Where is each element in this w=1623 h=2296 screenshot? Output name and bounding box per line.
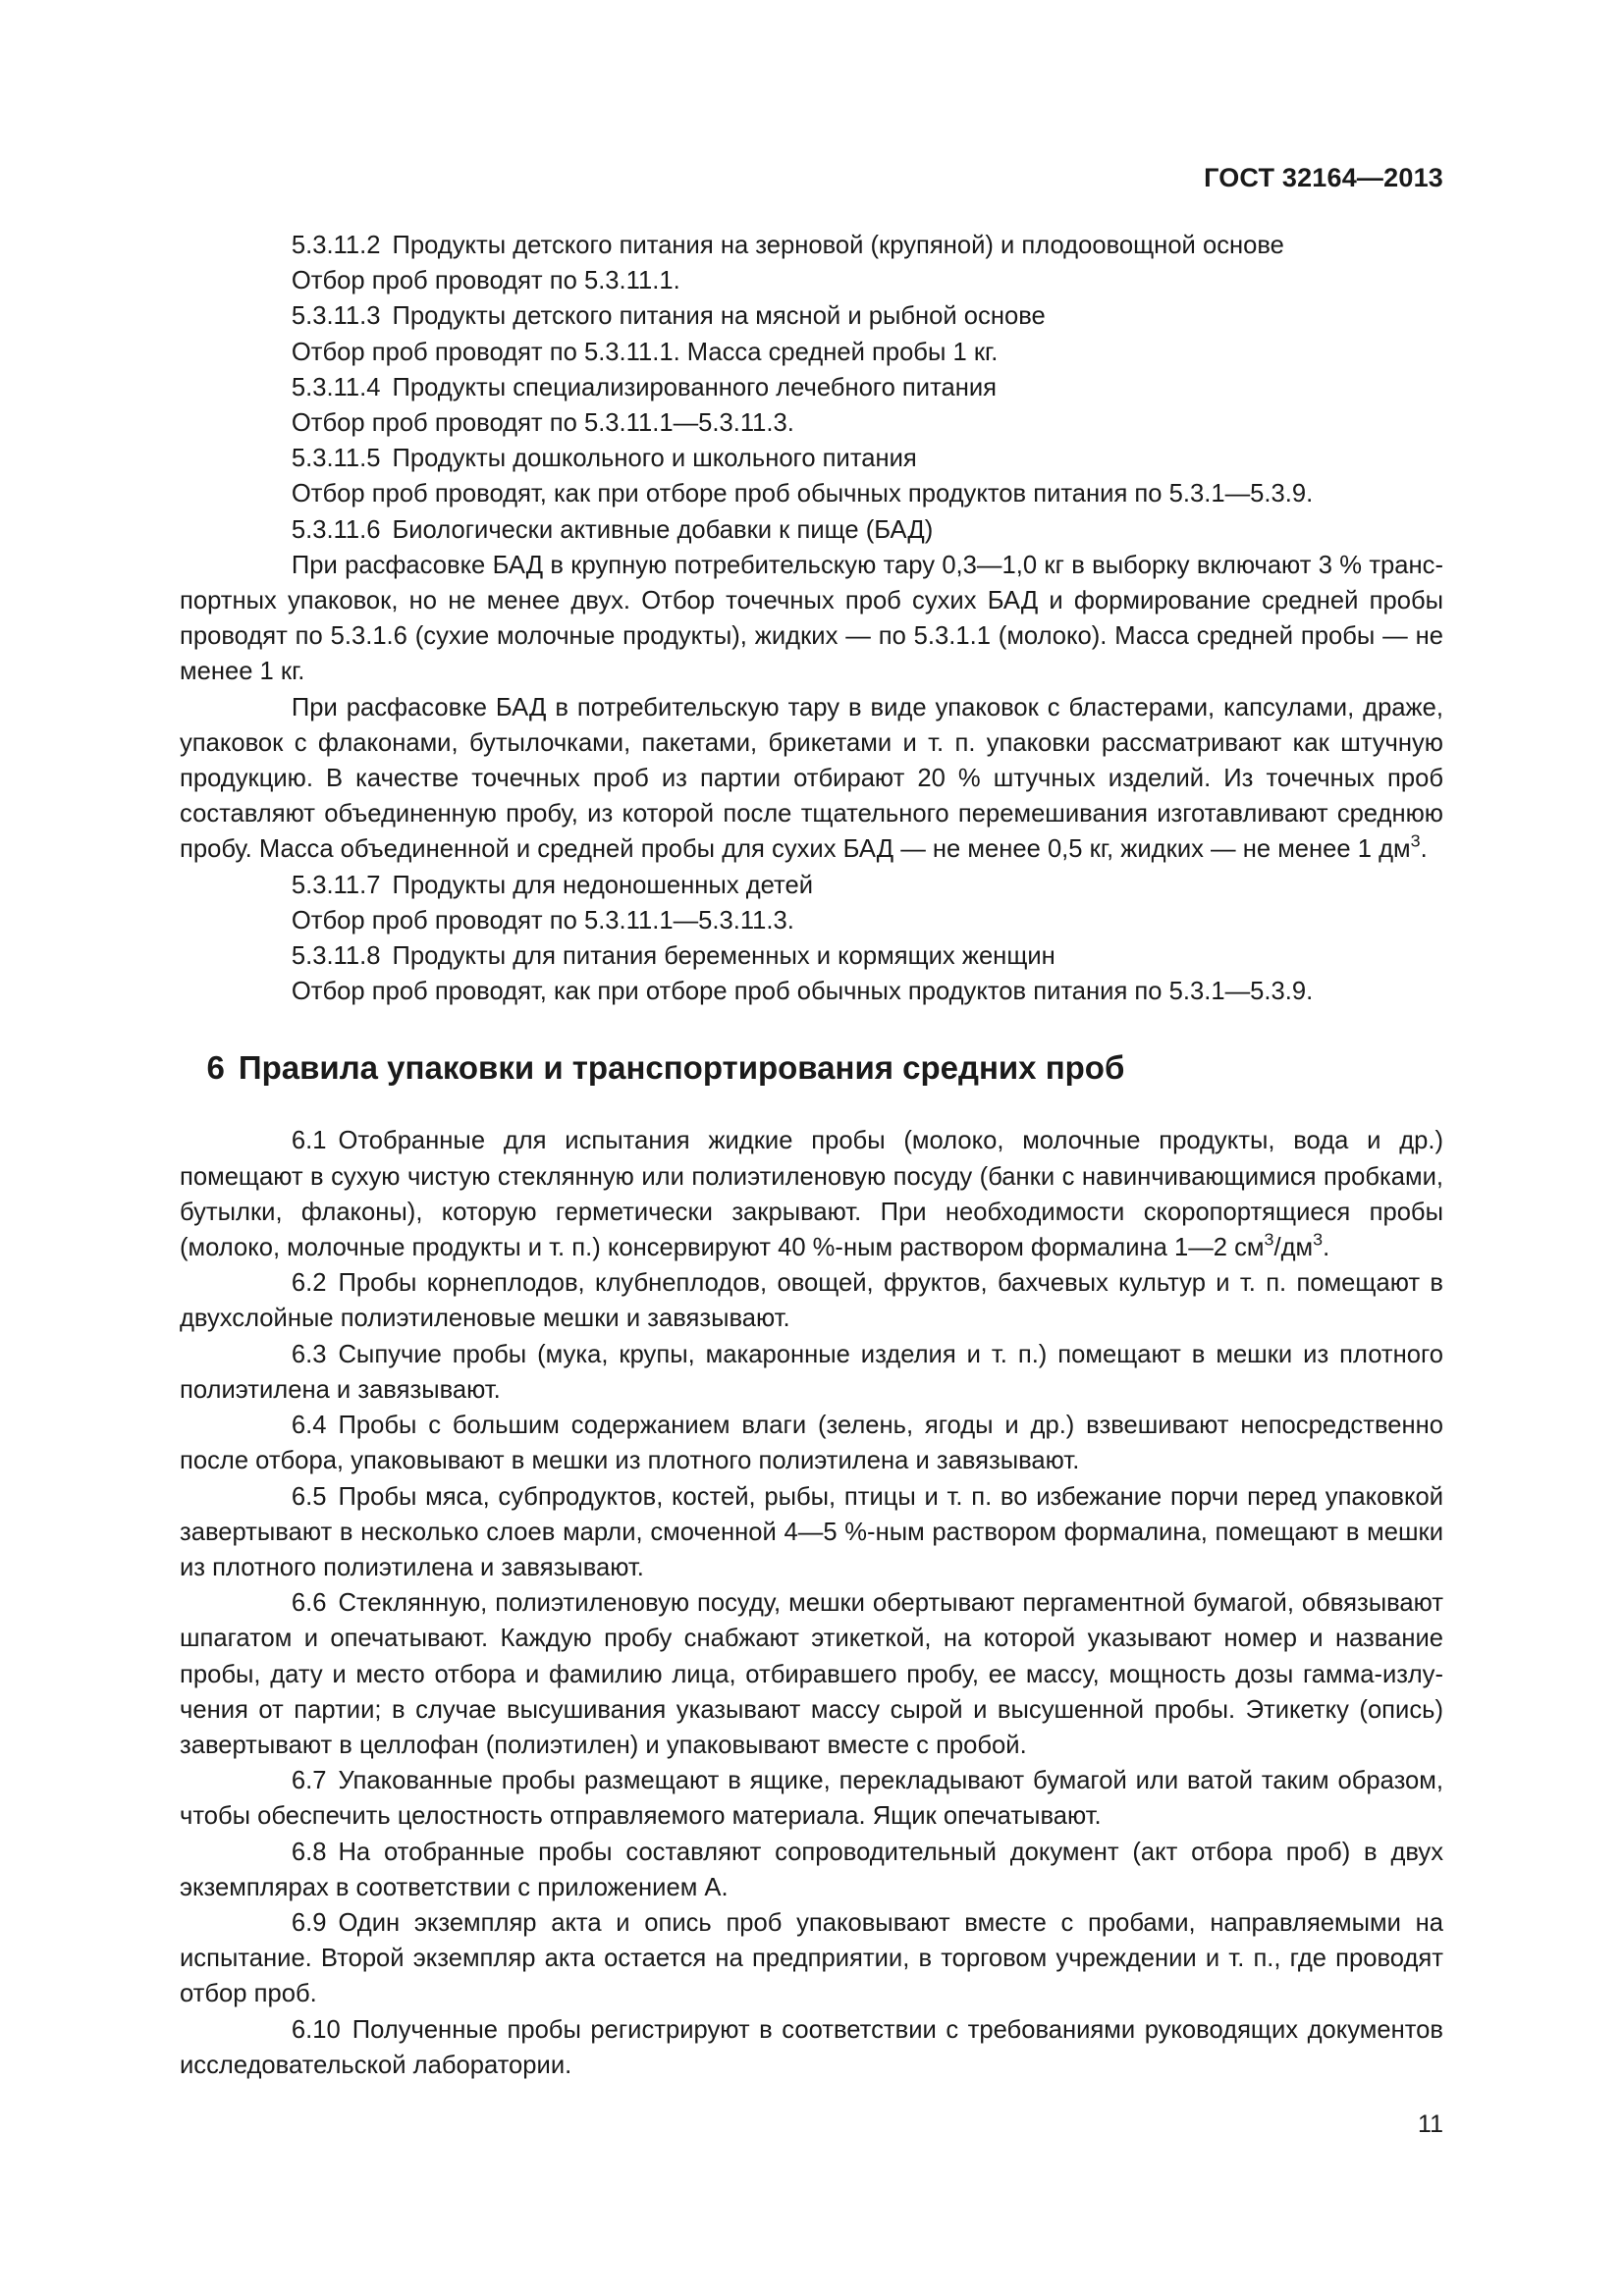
clause-text: Отбор проб проводят по 5.3.11.1. [291,267,680,295]
clause-number: 6.9 [291,1908,327,1937]
clause-title: Продукты детского питания на зерновой (крупяной) и плодоовощной основе [392,232,1284,259]
clause-text: Упакованные пробы размещают в ящике, перекладывают бумагой или ватой таким образом, чтобы обеспечить целостность отправляемого материала. Ящик опечатывают. [180,1767,1443,1831]
clause-6-9 [180,1905,1443,2012]
clause-text: Полученные пробы регистрируют в соответствии с требованиями руководящих документов исследовательской лаборатории. [180,2015,1443,2079]
clause-text: Отбор проб проводят по 5.3.11.1. Масса средней пробы 1 кг. [291,338,999,366]
section-number: 6 [206,1049,225,1087]
superscript: 3 [1264,1229,1274,1250]
clause-6-10 [180,2012,1443,2083]
clause-number: 5.3.11.2 [291,232,381,259]
clause-number: 6.4 [291,1412,327,1440]
clause-title: Биологически активные добавки к пище (БАД) [392,515,934,544]
clause-number: 6.7 [291,1767,327,1795]
bad-paragraph-2-end: . [1420,835,1428,864]
bad-paragraph-2-text: При расфасовке БАД в потребительскую тару в виде упаковок с бластерами, капсулами, драже, упаковок с флаконами, бутылочками, пакетами, брикетами и т. п. упаковки рассматривают как штучную продукцию. В качестве точечных проб из партии отбирают 20 % штучных изделий. Из точечных проб составляют объединенную пробу, из которой после тщательного перемешивания изготавливают среднюю пробу. Масса объединенной и средней пробы для сухих БАД — не менее 0,5 кг, жидких — не менее 1 дм [180,693,1443,864]
clause-text: Отбор проб проводят, как при отборе проб обычных продуктов питания по 5.3.1—5.3.9. [291,978,1314,1006]
clause-text: Пробы с большим содержанием влаги (зелень, ягоды и др.) взвешивают непосредственно после отбора, упаковывают в мешки из плотного полиэтилена и завязывают. [180,1412,1443,1475]
clause-text-end: . [1323,1234,1330,1262]
clause-number: 6.10 [291,2015,341,2044]
superscript: 3 [1313,1229,1324,1250]
clause-title: Продукты дошкольного и школьного питания [392,445,917,473]
clause-title: Продукты для питания беременных и кормящих женщин [392,942,1055,971]
superscript: 3 [1410,830,1421,851]
clause-number: 6.1 [291,1127,327,1155]
clause-number: 6.3 [291,1340,327,1368]
clause-text: Один экземпляр акта и опись проб упаковывают вместе с пробами, направляемыми на испытание. Второй экземпляр акта остается на предприятии, в торговом учреждении и т. п., где проводят отбор проб. [180,1908,1443,2008]
clause-number: 6.5 [291,1482,327,1511]
clause-6-5 [180,1479,1443,1586]
page-content [180,228,1443,2083]
clause-text-unit: /дм [1273,1234,1314,1262]
clause-title: Продукты детского питания на мясной и рыбной основе [392,302,1046,331]
clause-text: Стеклянную, полиэтиленовую посуду, мешки обертывают пергаментной бумагой, обвязывают шпагатом и опечатывают. Каждую пробу снабжают этикеткой, на которой указывают номер и название пробы, дату и место отбора и фамилию лица, отбиравшего пробу, ее массу, мощность дозы гамма-излучения от партии; в случае высушивания указывают массу сырой и высушенной пробы. Этикетку (опись) завертывают в целлофан (полиэтилен) и упаковывают вместе с пробой. [180,1589,1443,1759]
clause-text: Отбор проб проводят по 5.3.11.1—5.3.11.3. [291,409,794,438]
document-code: ГОСТ 32164—2013 [1204,163,1443,192]
clause-heading [180,370,1443,405]
clause-number: 5.3.11.5 [291,445,381,473]
clause-6-4 [180,1408,1443,1478]
clause-heading [180,441,1443,476]
clause-text: Пробы корнеплодов, клубнеплодов, овощей, фруктов, бахчевых культур и т. п. помещают в двухслойные полиэтиленовые мешки и завязывают. [180,1269,1443,1333]
section-title-text: Правила упаковки и транспортирования средних проб [238,1049,1125,1087]
clause-number: 5.3.11.8 [291,942,381,971]
clause-number: 6.6 [291,1589,327,1618]
clause-number: 6.2 [291,1269,327,1298]
clause-6-8 [180,1835,1443,1905]
clause-heading [180,868,1443,903]
clause-6-3 [180,1337,1443,1408]
clause-heading [180,298,1443,334]
clause-text: Пробы мяса, субпродуктов, костей, рыбы, птицы и т. п. во избежание порчи перед упаковкой завертывают в несколько слоев марли, смоченной 4—5 %-ным раствором формалина, помещают в мешки из плотного полиэтилена и завязывают. [180,1482,1443,1581]
page-number: 11 [1418,2110,1443,2138]
clause-6-1 [180,1123,1443,1265]
clause-number: 5.3.11.7 [291,871,381,899]
clause-text: Отбор проб проводят по 5.3.11.1—5.3.11.3. [291,906,794,934]
clause-6-6 [180,1585,1443,1763]
clause-text: Отобранные для испытания жидкие пробы (молоко, молочные продукты, вода и др.) помещают в сухую чистую стеклянную или полиэтиленовую посуду (банки с навинчивающимися пробками, бутылки, флаконы), которую герметически закрывают. При необходимости скоропортящиеся пробы (молоко, молочные продукты и т. п.) консервируют 40 %-ным раствором формалина 1—2 см [180,1127,1443,1262]
clause-heading [180,938,1443,974]
clause-6-7 [180,1763,1443,1834]
clause-heading [180,512,1443,548]
bad-paragraph-2 [180,690,1443,868]
clause-text: Отбор проб проводят, как при отборе проб обычных продуктов питания по 5.3.1—5.3.9. [291,480,1314,508]
clause-text: Сыпучие пробы (мука, крупы, макаронные изделия и т. п.) помещают в мешки из плотного полиэтилена и завязывают. [180,1340,1443,1404]
clause-text: На отобранные пробы составляют сопроводительный документ (акт отбора проб) в двух экземплярах в соответствии с приложением А. [180,1838,1443,1901]
clause-title: Продукты специализированного лечебного питания [392,373,998,401]
bad-paragraph-1: При расфасовке БАД в крупную потребительскую тару 0,3—1,0 кг в выборку включают 3 % транспортных упаковок, но не менее двух. Отбор точечных проб сухих БАД и формирование средней пробы проводят по 5.3.1.6 (сухие молочные продукты), жидких — по 5.3.1.1 (молоко). Масса средней пробы — не менее 1 кг. [180,551,1443,686]
section-title [180,1048,1443,1088]
clause-number: 5.3.11.6 [291,515,381,544]
clause-6-2 [180,1265,1443,1336]
clause-heading [180,228,1443,263]
clause-number: 5.3.11.4 [291,373,381,401]
clause-title: Продукты для недоношенных детей [392,871,814,899]
clause-number: 5.3.11.3 [291,302,381,331]
clause-number: 6.8 [291,1838,327,1866]
